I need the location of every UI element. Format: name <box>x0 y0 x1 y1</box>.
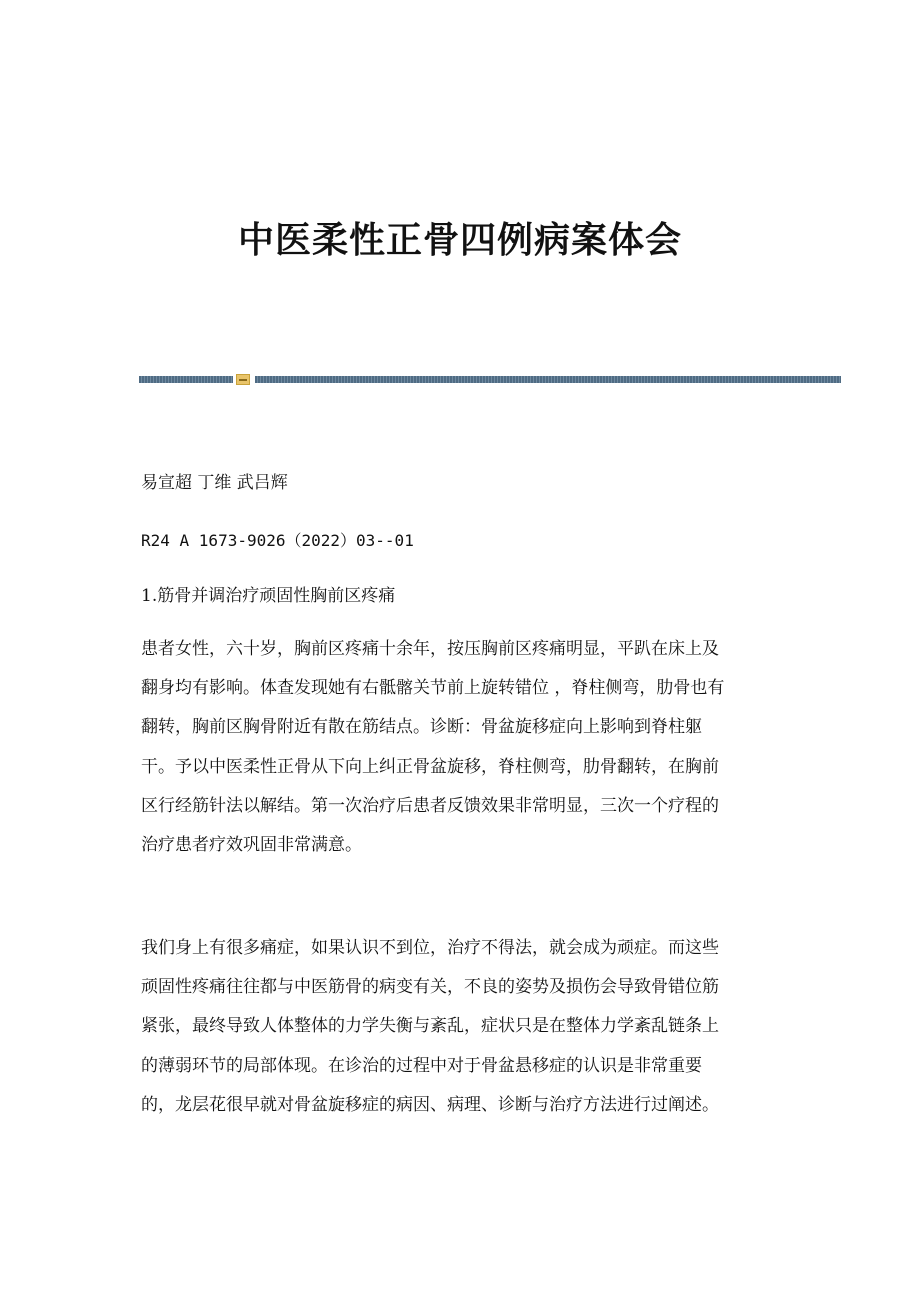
document-title: 中医柔性正骨四例病案体会 <box>237 219 682 261</box>
paragraph-1 <box>141 630 781 865</box>
paragraph-2 <box>141 929 781 1125</box>
divider-bar-right <box>255 376 841 383</box>
paragraph-line: 翻身均有影响。体查发现她有右骶髂关节前上旋转错位 ，脊柱侧弯，肋骨也有 <box>141 678 725 699</box>
paragraph-line: 患者女性，六十岁，胸前区疼痛十余年，按压胸前区疼痛明显，平趴在床上及 <box>141 639 719 659</box>
paragraph-line: 干。予以中医柔性正骨从下向上纠正骨盆旋移，脊柱侧弯，肋骨翻转，在胸前 <box>141 756 719 777</box>
paragraph-line: 治疗患者疗效巩固非常满意。 <box>141 835 362 856</box>
paragraph-line: 的薄弱环节的局部体现。在诊治的过程中对于骨盆悬移症的认识是非常重要 <box>141 1055 702 1076</box>
paragraph-line: 我们身上有很多痛症，如果认识不到位，治疗不得法，就会成为顽症。而这些 <box>141 938 719 958</box>
divider-ornament-icon <box>236 374 250 385</box>
authors-line: 易宣超 丁维 武吕辉 <box>141 473 288 493</box>
paragraph-line: 的，龙层花很早就对骨盆旋移症的病因、病理、诊断与治疗方法进行过阐述。 <box>141 1094 719 1115</box>
section-heading: 1.筋骨并调治疗顽固性胸前区疼痛 <box>141 586 396 606</box>
paragraph-line: 顽固性疼痛往往都与中医筋骨的病变有关，不良的姿势及损伤会导致骨错位筋 <box>141 977 719 998</box>
paragraph-line: 紧张，最终导致人体整体的力学失衡与紊乱，症状只是在整体力学紊乱链条上 <box>141 1016 719 1037</box>
classification-line: R24 A 1673-9026（2022）03--01 <box>141 531 414 550</box>
paragraph-line: 区行经筋针法以解结。第一次治疗后患者反馈效果非常明显，三次一个疗程的 <box>141 795 719 816</box>
paragraph-line: 翻转，胸前区胸骨附近有散在筋结点。诊断：骨盆旋移症向上影响到脊柱躯 <box>141 717 702 738</box>
divider-bar-left <box>139 376 233 383</box>
title-divider <box>139 374 841 386</box>
